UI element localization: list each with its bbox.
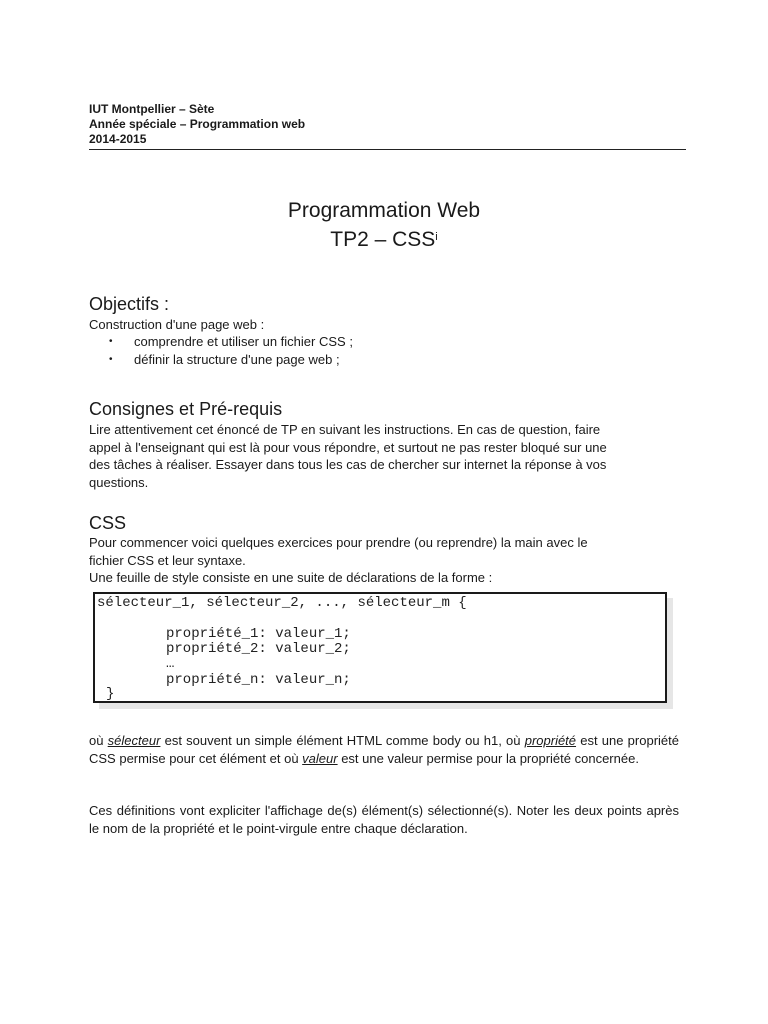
paragraph-line: appel à l'enseignant qui est là pour vous répondre, et surtout ne pas rester bloqué sur une — [89, 439, 607, 455]
paragraph-line: Pour commencer voici quelques exercices pour prendre (ou reprendre) la main avec le — [89, 535, 588, 550]
list-item: • définir la structure d'une page web ; — [109, 351, 353, 369]
text-segment: est une propriété CSS permise pour cet élément et où — [89, 733, 679, 766]
code-line-property-1: propriété_1: valeur_1; — [166, 626, 351, 642]
term-valeur: valeur — [302, 750, 338, 766]
text-segment: est une valeur permise pour la propriété concernée. — [337, 750, 639, 766]
css-intro — [89, 534, 679, 587]
list-item: • comprendre et utiliser un fichier CSS ; — [109, 333, 353, 351]
code-line-property-2: propriété_2: valeur_2; — [166, 641, 351, 657]
subtitle-text: TP2 – CSS — [330, 228, 436, 251]
paragraph-line: fichier CSS et leur syntaxe. — [89, 552, 246, 568]
css-notes-paragraph: Ces définitions vont expliciter l'affichage de(s) élément(s) sélectionné(s). Noter les deux points après le nom de la propriété et le point-virgule entre chaque déclaration. — [89, 803, 679, 836]
consignes-paragraph — [89, 421, 679, 491]
document-subtitle — [89, 226, 679, 253]
text-segment: où — [89, 733, 108, 748]
header-institution: IUT Montpellier – Sète — [89, 102, 215, 116]
code-example-box — [93, 592, 667, 703]
objectifs-heading: Objectifs : — [89, 294, 170, 314]
header-year: 2014-2015 — [89, 132, 147, 146]
paragraph-line: des tâches à réaliser. Essayer dans tous les cas de chercher sur internet la réponse à vos — [89, 457, 607, 472]
header-divider — [89, 149, 686, 150]
header-program: Année spéciale – Programmation web — [89, 117, 306, 131]
paragraph-line: Une feuille de style consiste en une suite de déclarations de la forme : — [89, 570, 493, 585]
objectifs-intro: Construction d'une page web : — [89, 317, 265, 332]
code-line-closing-brace: } — [106, 686, 115, 702]
consignes-heading: Consignes et Pré-requis — [89, 399, 283, 419]
code-line-ellipsis: … — [166, 656, 175, 672]
code-line-selectors: sélecteur_1, sélecteur_2, ..., sélecteur_m { — [97, 595, 467, 611]
term-selecteur: sélecteur — [107, 733, 161, 748]
code-line-property-n: propriété_n: valeur_n; — [166, 672, 351, 688]
objectifs-list — [109, 333, 353, 368]
css-heading: CSS — [89, 513, 127, 533]
text-segment: est souvent un simple élément HTML comme body ou h1, où — [160, 733, 525, 748]
document-title: Programmation Web — [287, 199, 481, 222]
paragraph-line: questions. — [89, 474, 149, 490]
css-explanation-paragraph — [89, 732, 679, 767]
term-propriete: propriété — [524, 733, 577, 748]
paragraph-line: Lire attentivement cet énoncé de TP en suivant les instructions. En cas de question, faire — [89, 422, 601, 437]
document-header — [89, 102, 305, 147]
footnote-marker: i — [435, 231, 438, 243]
